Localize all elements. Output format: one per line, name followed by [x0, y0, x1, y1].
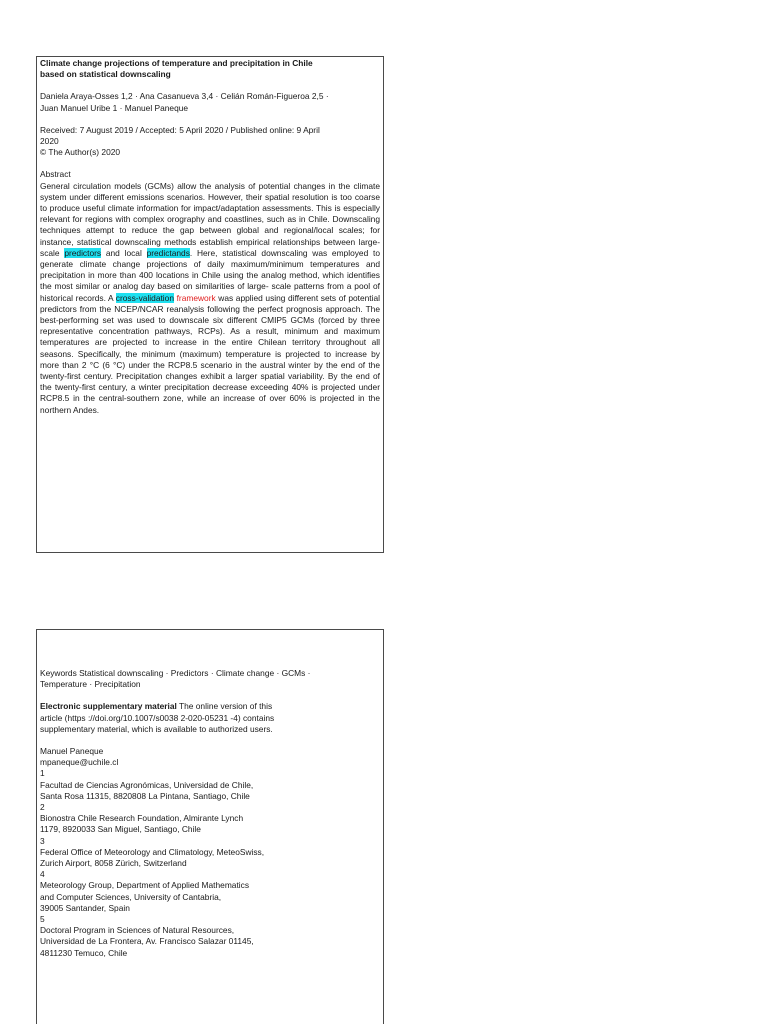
affiliation-number: 1	[40, 768, 45, 779]
affiliation-number: 5	[40, 914, 45, 925]
highlight-cross-validation: cross-validation	[115, 292, 174, 303]
affiliation-number: 2	[40, 802, 45, 813]
affiliation-line: 4811230 Temuco, Chile	[40, 947, 128, 958]
affiliation-line: Bionostra Chile Research Foundation, Almirante Lynch	[40, 813, 244, 824]
supplementary-material-note	[40, 701, 380, 735]
abstract-heading: Abstract	[40, 169, 71, 180]
keywords-line-1: Keywords Statistical downscaling · Predictors · Climate change · GCMs ·	[40, 668, 311, 678]
affiliation-line: Santa Rosa 11315, 8820808 La Pintana, Santiago, Chile	[40, 790, 250, 801]
keywords-line-2: Temperature · Precipitation	[40, 679, 141, 690]
abstract-text-part-2: and local	[101, 247, 147, 258]
document-page-1	[36, 56, 384, 553]
abstract-text-part-3: . Here, statistical downscaling was employed to generate climate change projections of daily maximum/minimum temperatures and precipitation in more than 400 locations in Chile using the analog method, which identifies the most similar or analog day based on similarities of large- scale patterns from a pool of historical records. A	[40, 247, 380, 303]
highlight-predictands: predictands	[146, 247, 190, 258]
keywords	[40, 668, 380, 690]
affiliation-number: 3	[40, 835, 45, 846]
esm-line-1: The online version of this	[176, 701, 273, 712]
affiliation-number: 4	[40, 869, 45, 880]
affiliation-line: Meteorology Group, Department of Applied Mathematics	[40, 880, 250, 891]
authors-line-1: Daniela Araya‑Osses 1,2 · Ana Casanueva 3,4 · Celián Román‑Figueroa 2,5 ·	[40, 91, 329, 102]
affiliation-line: 1179, 8920033 San Miguel, Santiago, Chile	[40, 824, 201, 835]
esm-line-3: supplementary material, which is available to authorized users.	[40, 723, 273, 734]
abstract-text-part-5: was applied using different sets of potential predictors from the NCEP/NCAR reanalysis following the perfect prognosis approach. The best-performing set was used to downscale six different CMIP5 GCMs (forced by three representative concentration pathways, RCPs). As a result, minimum and maximum temperatures are projected to increase in the entire Chilean territory throughout all seasons. Specifically, the minimum (maximum) temperature is projected to increase by more than 2 °C (6 °C) under the RCP8.5 scenario in the austral winter by the end of the twenty-first century. Precipitation changes exhibit a larger spatial variability. By the end of the twenty-first century, a winter precipitation decrease exceeding 40% is projected under RCP8.5 in the central-southern zone, while an increase of over 60% is projected in the northern Andes.	[40, 292, 380, 415]
affiliation-line: Doctoral Program in Sciences of Natural Resources,	[40, 925, 235, 936]
red-word-framework: framework	[176, 292, 216, 303]
affiliation-line: Facultad de Ciencias Agronómicas, Universidad de Chile,	[40, 779, 254, 790]
contact-name: Manuel Paneque	[40, 746, 104, 757]
esm-label: Electronic supplementary material	[40, 701, 177, 712]
author-list	[40, 91, 380, 113]
affiliation-line: Universidad de La Frontera, Av. Francisco Salazar 01145,	[40, 936, 254, 947]
corresponding-author	[40, 746, 380, 768]
publication-dates	[40, 125, 380, 159]
affiliations-list	[40, 768, 380, 958]
dates-line-2: 2020	[40, 136, 59, 147]
paper-title	[40, 57, 380, 80]
abstract-body	[40, 181, 380, 416]
title-line-1: Climate change projections of temperature and precipitation in Chile	[40, 58, 313, 68]
dates-line-1: Received: 7 August 2019 / Accepted: 5 April 2020 / Published online: 9 April	[40, 124, 320, 135]
affiliation-line: 39005 Santander, Spain	[40, 902, 130, 913]
affiliation-line: Federal Office of Meteorology and Climatology, MeteoSwiss,	[40, 846, 265, 857]
authors-line-2: Juan Manuel Uribe 1 · Manuel Paneque	[40, 102, 189, 113]
affiliation-line: Zurich Airport, 8058 Zürich, Switzerland	[40, 858, 187, 869]
copyright-notice: © The Author(s) 2020	[40, 147, 121, 158]
highlight-predictors: predictors	[64, 247, 102, 258]
document-page-2	[36, 629, 384, 1024]
abstract-text-part-1: General circulation models (GCMs) allow the analysis of potential changes in the climate system under different emissions scenarios. However, their spatial resolution is too coarse to produce useful climate information for impact/adaptation assessments. This is especially relevant for regions with complex orography and coastlines, such as in Chile. Downscaling techniques attempt to reduce the gap between global and regional/local scales; for instance, statistical downscaling methods establish empirical relationships between large-scale	[40, 180, 380, 258]
title-line-2: based on statistical downscaling	[40, 69, 171, 80]
esm-line-2: article (https ://doi.org/10.1007/s0038 2-020-05231 -4) contains	[40, 712, 275, 723]
contact-email: mpaneque@uchile.cl	[40, 757, 119, 768]
affiliation-line: and Computer Sciences, University of Cantabria,	[40, 891, 222, 902]
